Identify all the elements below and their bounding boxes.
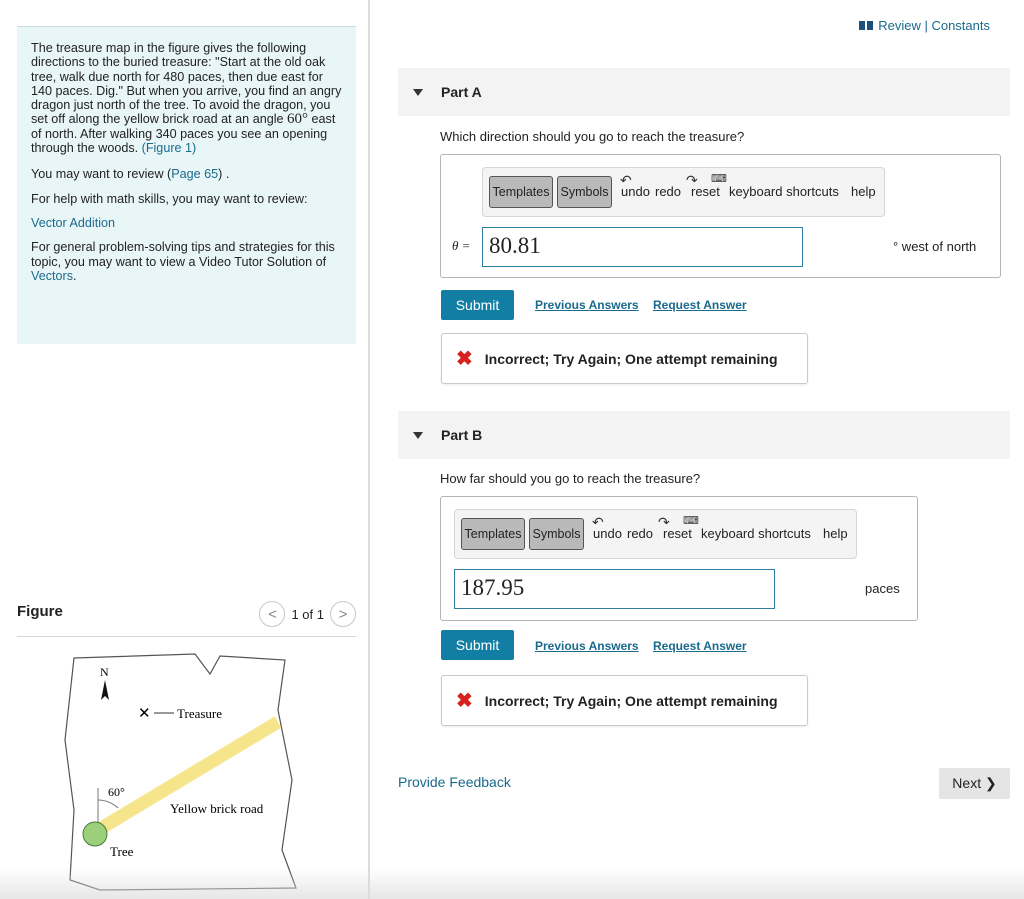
reset-button[interactable]: reset xyxy=(663,526,692,541)
keyboard-icon: ⌨ xyxy=(683,515,699,527)
book-icon xyxy=(859,21,873,30)
road-label: Yellow brick road xyxy=(170,801,264,816)
help-button[interactable]: help xyxy=(823,526,848,541)
part-a-header[interactable]: Part A xyxy=(398,68,1010,116)
review-constants[interactable] xyxy=(859,18,990,33)
collapse-triangle-icon[interactable] xyxy=(413,432,423,439)
redo-icon: ↷ xyxy=(658,514,670,530)
treasure-map-figure xyxy=(60,650,310,895)
tips-text: For general problem-solving tips and strategies for this topic, you may want to view a Video Tutor Solution of Vectors. xyxy=(31,240,335,283)
help-button[interactable]: help xyxy=(851,184,876,199)
figure-link[interactable]: (Figure 1) xyxy=(141,141,197,156)
keyboard-shortcuts-button[interactable]: keyboard shortcuts xyxy=(729,184,839,199)
part-b-submit-button[interactable]: Submit xyxy=(441,630,514,660)
part-a-request-answer-link[interactable]: Request Answer xyxy=(653,298,747,312)
north-label: N xyxy=(100,665,109,679)
panel-divider[interactable] xyxy=(368,0,370,899)
part-b-request-answer-link[interactable]: Request Answer xyxy=(653,639,747,653)
reset-button[interactable]: reset xyxy=(691,184,720,199)
figure-pager xyxy=(259,601,356,627)
angle-label: 60° xyxy=(108,785,125,799)
theta-label: θ = xyxy=(452,238,471,253)
treasure-label: Treasure xyxy=(177,706,223,721)
treasure-x-icon: ✕ xyxy=(138,705,151,722)
redo-button[interactable]: redo xyxy=(627,526,654,541)
redo-icon: ↷ xyxy=(686,172,698,188)
next-button[interactable]: Next ❯ xyxy=(939,768,1010,799)
part-a-unit: ° west of north xyxy=(893,239,977,254)
part-a-answer-input[interactable]: 80.81 xyxy=(482,227,803,267)
part-b-question: How far should you go to reach the treasure? xyxy=(440,471,701,486)
undo-icon: ↶ xyxy=(620,172,632,188)
problem-intro-panel xyxy=(17,26,356,344)
part-b-math-toolbar xyxy=(454,509,857,559)
part-a-submit-button[interactable]: Submit xyxy=(441,290,514,320)
figure-header xyxy=(17,601,356,637)
redo-button[interactable]: redo xyxy=(655,184,682,199)
vector-addition-link[interactable]: Vector Addition xyxy=(31,215,116,230)
figure-title: Figure xyxy=(17,603,63,620)
problem-text: The treasure map in the figure gives the following directions to the buried treasure: "Start at the old oak tree, walk due north for 480 paces, then due east for 140 paces. Dig." But when you arrive, you find an angry dragon just north of the tree. To avoid the dragon, you set off along the yellow brick road at an angle 60° east of north. After walking 340 paces you see an opening through the woods. (Figure 1) xyxy=(31,41,342,156)
part-a-feedback: ✖ Incorrect; Try Again; One attempt remaining xyxy=(441,333,808,384)
bottom-fade xyxy=(0,868,1024,899)
parchment xyxy=(65,654,296,890)
part-a-question: Which direction should you go to reach the treasure? xyxy=(440,129,745,144)
figure-prev-button[interactable]: < xyxy=(259,601,285,627)
part-b-previous-answers-link[interactable]: Previous Answers xyxy=(535,639,639,653)
review-constants-link[interactable]: Review | Constants xyxy=(878,18,990,33)
keyboard-icon: ⌨ xyxy=(711,173,727,185)
undo-button[interactable]: undo xyxy=(621,184,650,199)
symbols-button[interactable]: Symbols xyxy=(529,518,584,550)
math-help-text: For help with math skills, you may want to review: xyxy=(31,191,308,206)
undo-icon: ↶ xyxy=(592,514,604,530)
templates-button[interactable]: Templates xyxy=(489,176,553,208)
provide-feedback-link[interactable]: Provide Feedback xyxy=(398,774,511,790)
part-a-previous-answers-link[interactable]: Previous Answers xyxy=(535,298,639,312)
part-a-math-toolbar xyxy=(482,167,885,217)
part-a-answer-box xyxy=(440,154,1001,278)
templates-button[interactable]: Templates xyxy=(461,518,525,550)
vectors-link[interactable]: Vectors xyxy=(31,268,73,283)
part-b-answer-box xyxy=(440,496,918,621)
figure-next-button[interactable]: > xyxy=(330,601,356,627)
tree-label: Tree xyxy=(110,844,134,859)
part-b-unit: paces xyxy=(865,581,900,596)
page-65-link[interactable]: Page 65 xyxy=(171,167,219,182)
symbols-button[interactable]: Symbols xyxy=(557,176,612,208)
part-b-answer-input[interactable]: 187.95 xyxy=(454,569,775,609)
figure-page-count: 1 of 1 xyxy=(291,606,324,622)
part-b-feedback: ✖ Incorrect; Try Again; One attempt remaining xyxy=(441,675,808,726)
tree-icon xyxy=(83,822,107,846)
collapse-triangle-icon[interactable] xyxy=(413,89,423,96)
angle-value: 60° xyxy=(287,111,309,128)
review-text: You may want to review (Page 65) . xyxy=(31,167,230,182)
keyboard-shortcuts-button[interactable]: keyboard shortcuts xyxy=(701,526,811,541)
error-x-icon: ✖ xyxy=(456,690,473,712)
part-b-header[interactable]: Part B xyxy=(398,411,1010,459)
undo-button[interactable]: undo xyxy=(593,526,622,541)
error-x-icon: ✖ xyxy=(456,348,473,370)
